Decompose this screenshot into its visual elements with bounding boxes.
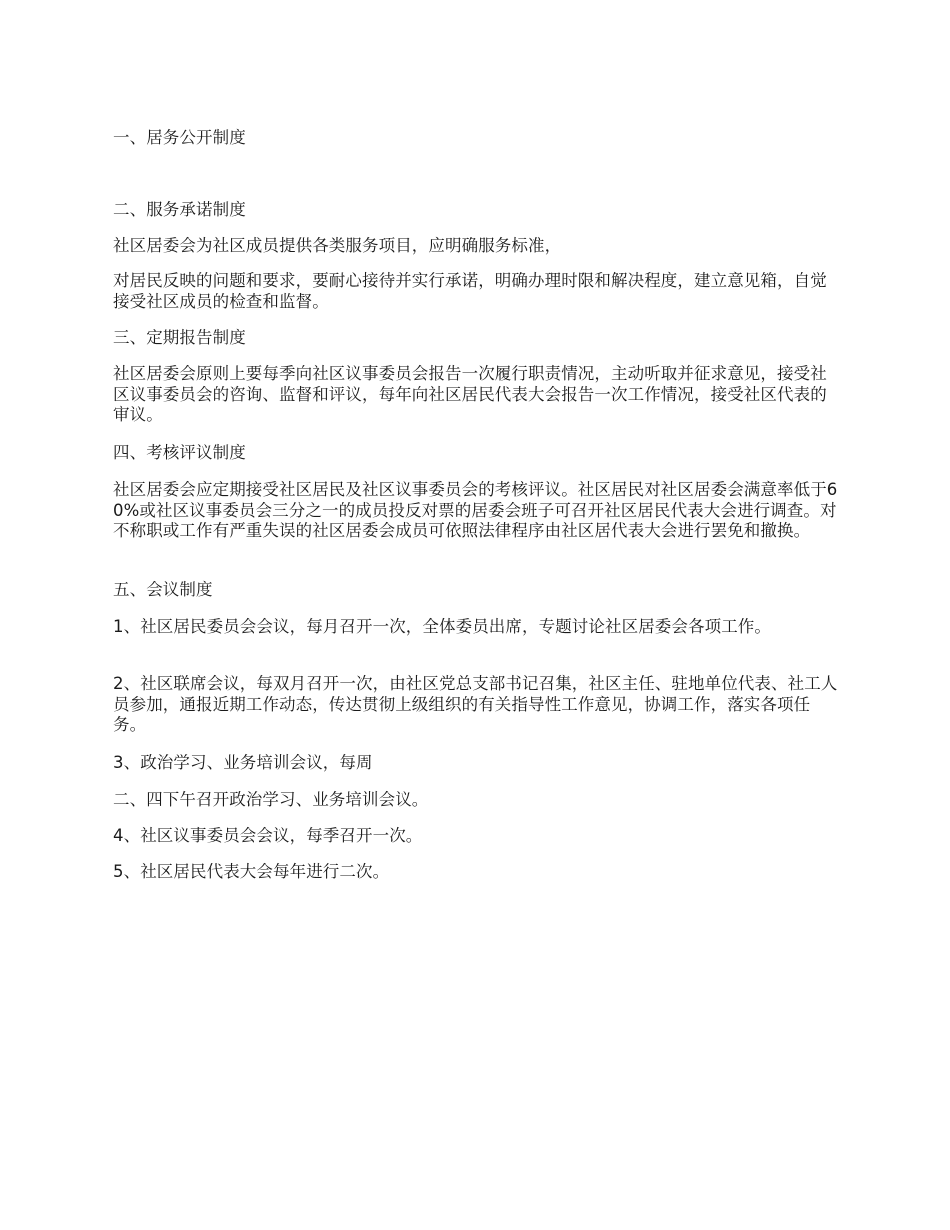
paragraph-assessment: 社区居委会应定期接受社区居民及社区议事委员会的考核评议。社区居民对社区居委会满意率低于60%或社区议事委员会三分之一的成员投反对票的居委会班子可召开社区居民代表大会进行调查。对不称职或工作有严重失误的社区居委会成员可依照法律程序由社区居代表大会进行罢免和撤换。 [113, 480, 838, 540]
paragraph-meeting-3-continued: 二、四下午召开政治学习、业务培训会议。 [113, 790, 429, 809]
heading-public-affairs: 一、居务公开制度 [113, 128, 246, 147]
paragraph-meeting-5: 5、社区居民代表大会每年进行二次。 [113, 862, 390, 881]
heading-assessment: 四、考核评议制度 [113, 443, 246, 462]
paragraph-service-commitment: 对居民反映的问题和要求，要耐心接待并实行承诺，明确办理时限和解决程度，建立意见箱，自觉接受社区成员的检查和监督。 [113, 271, 827, 311]
heading-regular-report: 三、定期报告制度 [113, 328, 246, 347]
paragraph-meeting-2: 2、社区联席会议，每双月召开一次，由社区党总支部书记召集，社区主任、驻地单位代表、社工人员参加，通报近期工作动态，传达贯彻上级组织的有关指导性工作意见，协调工作，落实各项任务。 [113, 674, 838, 734]
paragraph-meeting-3: 3、政治学习、业务培训会议，每周 [113, 753, 373, 772]
heading-meeting-system: 五、会议制度 [113, 580, 213, 599]
paragraph-meeting-1: 1、社区居民委员会会议，每月召开一次，全体委员出席，专题讨论社区居委会各项工作。 [113, 617, 771, 636]
paragraph-meeting-4: 4、社区议事委员会会议，每季召开一次。 [113, 826, 423, 845]
paragraph-regular-report: 社区居委会原则上要每季向社区议事委员会报告一次履行职责情况，主动听取并征求意见，接受社区议事委员会的咨询、监督和评议，每年向社区居民代表大会报告一次工作情况，接受社区代表的审议。 [113, 364, 827, 424]
paragraph-service-standard: 社区居委会为社区成员提供各类服务项目，应明确服务标准， [113, 236, 562, 255]
heading-service-commitment: 二、服务承诺制度 [113, 200, 246, 219]
